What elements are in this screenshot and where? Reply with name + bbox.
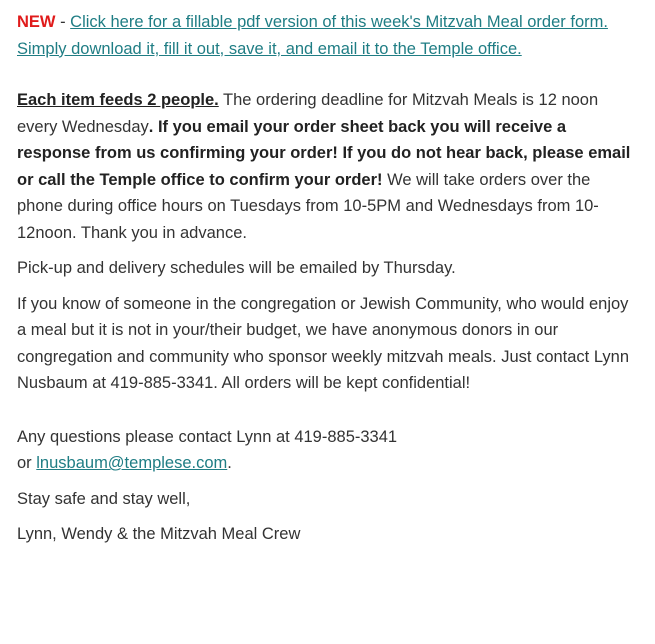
questions-paragraph bbox=[17, 424, 638, 477]
feeds-statement: Each item feeds 2 people. bbox=[17, 91, 219, 109]
pickup-paragraph: Pick-up and delivery schedules will be emailed by Thursday. bbox=[17, 259, 456, 277]
fillable-pdf-link[interactable]: Click here for a fillable pdf version of this week's Mitzvah Meal order form. Simply download it, fill it out, save it, and email it to the Temple office. bbox=[17, 13, 608, 58]
questions-or-text: or bbox=[17, 454, 37, 472]
ordering-paragraph bbox=[17, 87, 638, 246]
questions-contact-text: Any questions please contact Lynn at 419-885-3341 bbox=[17, 427, 398, 446]
phone-hours-text: We will take orders over the phone during office hours on Tuesdays from 10-5PM and Wednesdays from 10-12noon. Thank you in advance. bbox=[17, 170, 599, 242]
signature-line: Lynn, Wendy & the Mitzvah Meal Crew bbox=[17, 525, 301, 543]
email-link[interactable]: lnusbaum@templese.com bbox=[36, 454, 228, 472]
deadline-text: The ordering deadline for Mitzvah Meals is 12 noon every Wednesday bbox=[17, 91, 599, 136]
notice-paragraph bbox=[17, 9, 638, 62]
deadline-period: . bbox=[148, 117, 154, 136]
questions-end-text: . bbox=[227, 454, 232, 472]
new-label: NEW bbox=[17, 13, 56, 31]
closing-line: Stay safe and stay well, bbox=[17, 489, 191, 508]
notice-separator: - bbox=[55, 13, 71, 31]
confirmation-notice: If you email your order sheet back you will receive a response from us confirming your order! If you do not hear back, please email or call the Temple office to confirm your order! bbox=[17, 117, 631, 189]
anonymous-donor-paragraph: If you know of someone in the congregation or Jewish Community, who would enjoy a meal but it is not in your/their budget, we have anonymous donors in our congregation and community who sponsor weekly mitzvah meals. Just contact Lynn Nusbaum at 419-885-3341. All orders will be kept confidential! bbox=[17, 294, 630, 392]
